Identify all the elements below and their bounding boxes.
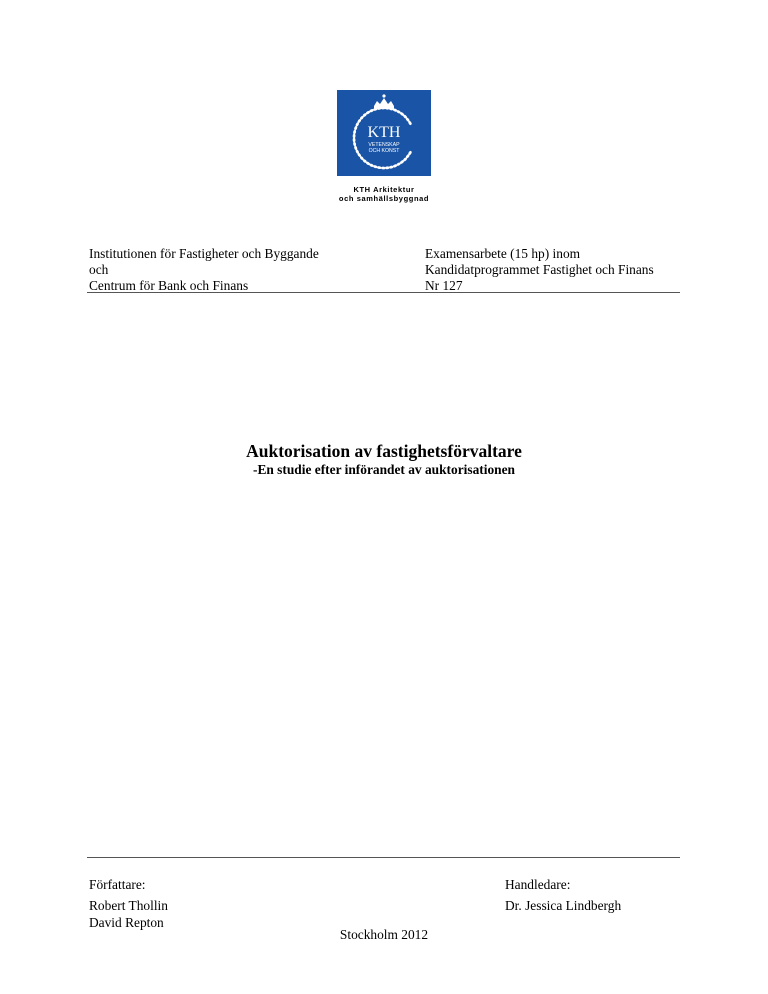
crown-icon <box>374 94 394 109</box>
logo-caption-line2: och samhällsbyggnad <box>338 194 430 203</box>
logo-kth-text: KTH <box>367 124 401 141</box>
wreath-leaf <box>381 167 385 170</box>
document-title: Auktorisation av fastighetsförvaltare <box>246 441 522 461</box>
thesis-info-line: Nr 127 <box>425 278 463 293</box>
wreath-leaf <box>389 165 394 169</box>
author-name: Robert Thollin <box>89 898 168 913</box>
footer-divider <box>87 857 680 858</box>
kth-logo <box>337 90 431 176</box>
logo-caption-line1: KTH Arkitektur <box>353 185 415 194</box>
department-line: Centrum för Bank och Finans <box>89 278 249 293</box>
authors-block <box>89 876 168 931</box>
wreath-leaf <box>385 166 390 169</box>
thesis-info-line: Kandidatprogrammet Fastighet och Finans <box>425 262 654 277</box>
place-year: Stockholm 2012 <box>339 927 429 942</box>
thesis-info <box>425 246 654 294</box>
wreath-leaf <box>353 134 356 139</box>
department-info <box>89 246 319 294</box>
wreath-leaf <box>353 142 357 147</box>
supervisor-block <box>505 876 621 914</box>
kth-emblem-icon <box>337 90 431 176</box>
department-line: Institutionen för Fastigheter och Byggande <box>89 246 319 261</box>
logo-line2: OCH KONST <box>368 148 400 154</box>
logo-caption <box>300 185 468 203</box>
document-subtitle: -En studie efter införandet av auktorisationen <box>253 462 515 477</box>
wreath-leaf <box>353 138 356 143</box>
supervisor-label: Handledare: <box>505 877 571 892</box>
header-divider <box>87 292 680 293</box>
logo-line1: VETENSKAP <box>368 142 400 148</box>
author-name: David Repton <box>89 915 164 930</box>
authors-label: Författare: <box>89 877 146 892</box>
department-line: och <box>89 262 109 277</box>
wreath-leaf <box>353 130 357 135</box>
supervisor-name: Dr. Jessica Lindbergh <box>505 898 622 913</box>
wreath-leaf <box>373 165 378 169</box>
thesis-info-line: Examensarbete (15 hp) inom <box>425 246 581 261</box>
wreath-leaf <box>377 166 382 169</box>
